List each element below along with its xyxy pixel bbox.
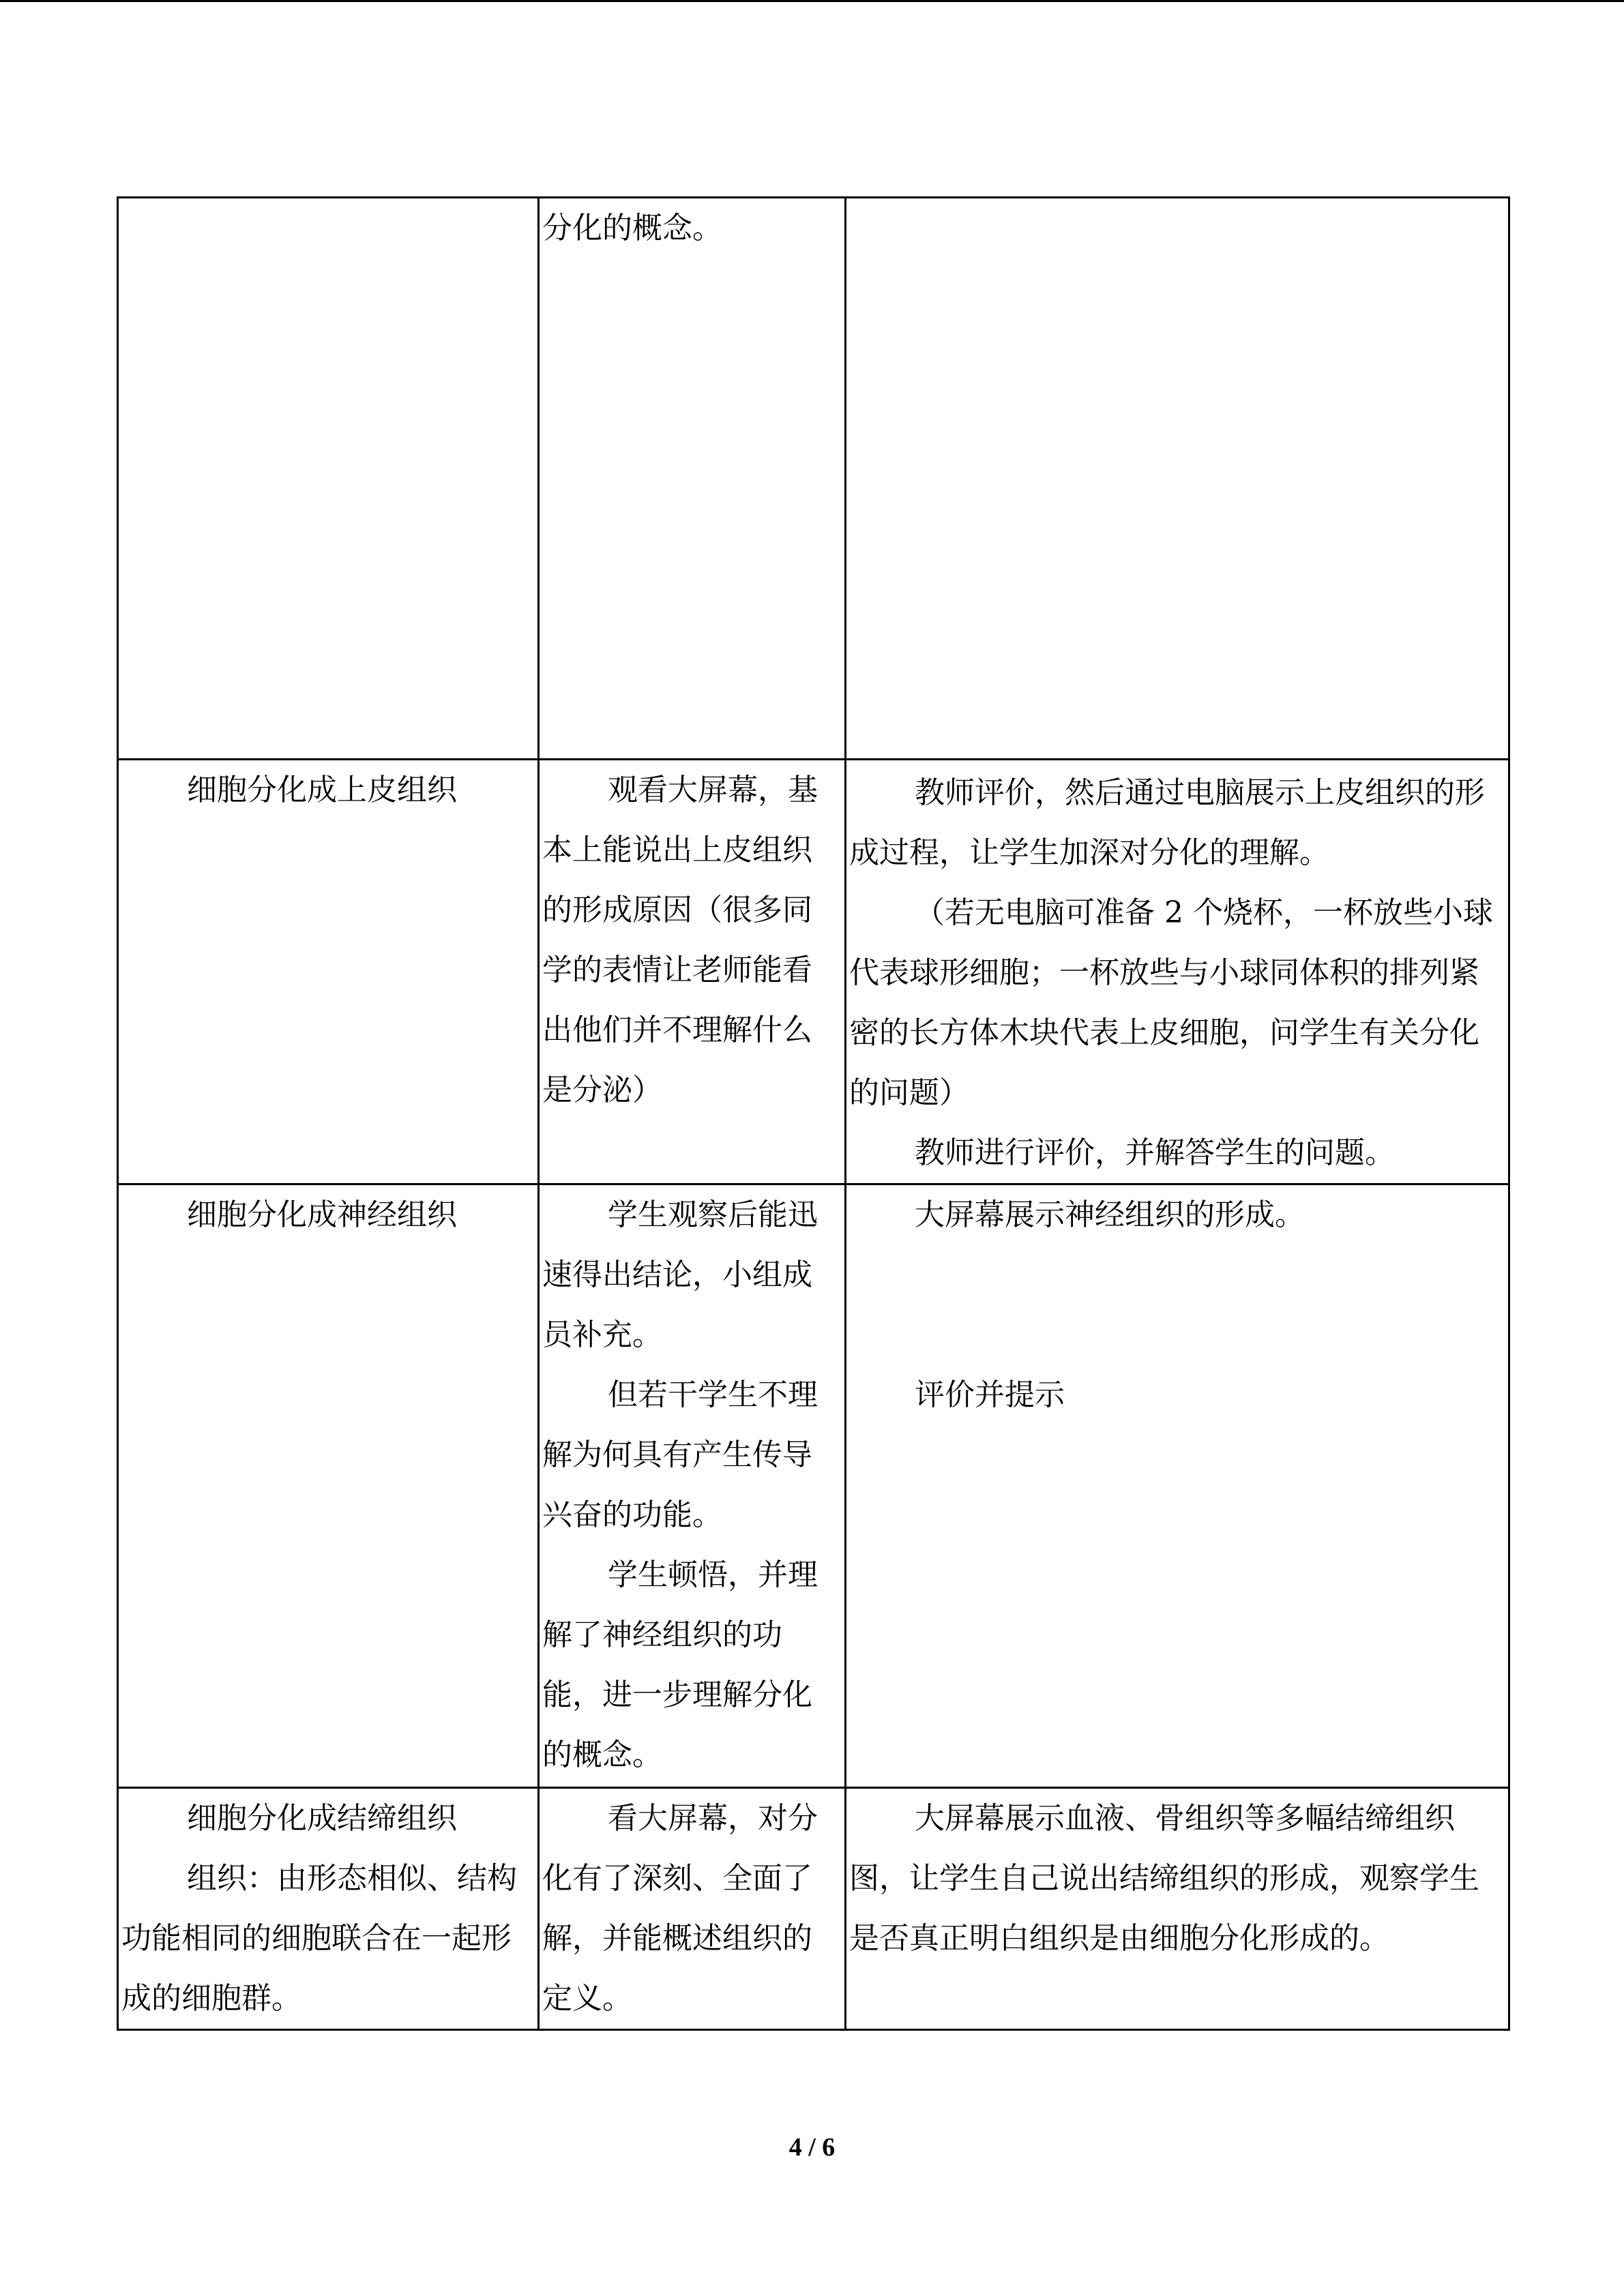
paragraph: 但若干学生不理解为何具有产生传导兴奋的功能。 bbox=[542, 1377, 818, 1532]
paragraph: 学生顿悟，并理解了神经组织的功能，进一步理解分化的概念。 bbox=[542, 1557, 818, 1772]
cell-topic bbox=[118, 1184, 539, 1788]
table-row bbox=[118, 760, 1509, 1184]
paragraph: 观看大屏幕，基本上能说出上皮组织的形成原因（很多同学的表情让老师能看出他们并不理解什么是分泌） bbox=[542, 773, 818, 1107]
paragraph: 教师评价，然后通过电脑展示上皮组织的形成过程，让学生加深对分化的理解。 bbox=[849, 775, 1485, 870]
cell-teacher-activity bbox=[846, 760, 1509, 1184]
page-number: 4 / 6 bbox=[788, 2133, 836, 2162]
cell-topic bbox=[118, 760, 539, 1184]
table-row bbox=[118, 1788, 1509, 2030]
cell-teacher-activity bbox=[846, 1184, 1509, 1788]
paragraph: （若无电脑可准备 2 个烧杯，一杯放些小球代表球形细胞；一杯放些与小球同体积的排列紧密的长方体木块代表上皮细胞，问学生有关分化的问题） bbox=[849, 895, 1493, 1110]
cell-teacher-activity bbox=[846, 198, 1509, 760]
page-top-border bbox=[0, 0, 1624, 2]
paragraph: 教师进行评价，并解答学生的问题。 bbox=[915, 1135, 1395, 1170]
table-row bbox=[118, 198, 1509, 760]
cell-student-activity bbox=[539, 1184, 846, 1788]
cell-student-activity bbox=[539, 198, 846, 760]
cell-topic bbox=[118, 198, 539, 760]
topic-label: 细胞分化成上皮组织 bbox=[187, 773, 457, 807]
cell-student-activity bbox=[539, 1788, 846, 2030]
paragraph: 学生观察后能迅速得出结论，小组成员补充。 bbox=[542, 1197, 818, 1352]
lesson-plan-table bbox=[117, 196, 1510, 2031]
paragraph: 看大屏幕，对分化有了深刻、全面了解，并能概述组织的定义。 bbox=[542, 1801, 818, 2016]
paragraph: 大屏幕展示血液、骨组织等多幅结缔组织图，让学生自己说出结缔组织的形成，观察学生是否真正明白组织是由细胞分化形成的。 bbox=[849, 1801, 1479, 1956]
paragraph: 评价并提示 bbox=[915, 1377, 1065, 1412]
cell-topic bbox=[118, 1788, 539, 2030]
cell-teacher-activity bbox=[846, 1788, 1509, 2030]
cell-student-activity bbox=[539, 760, 846, 1184]
paragraph: 分化的概念。 bbox=[542, 211, 722, 245]
paragraph: 大屏幕展示神经组织的形成。 bbox=[915, 1197, 1305, 1232]
topic-label: 细胞分化成结缔组织 bbox=[187, 1801, 457, 1836]
definition-text: 组织：由形态相似、结构功能相同的细胞联合在一起形成的细胞群。 bbox=[121, 1861, 517, 2016]
table-row bbox=[118, 1184, 1509, 1788]
topic-label: 细胞分化成神经组织 bbox=[187, 1197, 457, 1232]
